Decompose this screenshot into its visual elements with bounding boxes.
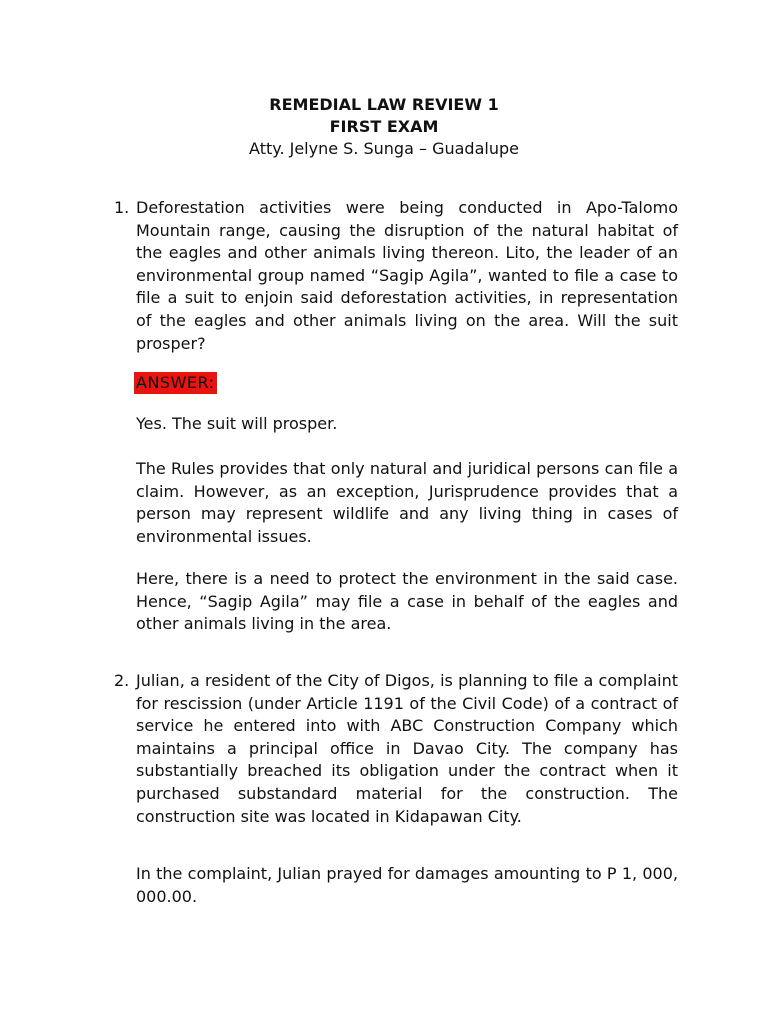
question-1	[114, 197, 678, 355]
question-2-number: 2.	[114, 671, 130, 690]
exam-subtitle: FIRST EXAM	[329, 117, 439, 136]
question-2-text: Julian, a resident of the City of Digos, is planning to file a complaint for rescission (under Article 1191 of the Civil Code) of a contract of service he entered into with ABC Construction Company which maintains a principal office in Davao City. The company has substantially breached its obligation under the contract when it purchased substandard material for the construction. The construction site was located in Kidapawan City.	[136, 671, 678, 826]
document-header	[0, 94, 768, 160]
exam-author: Atty. Jelyne S. Sunga – Guadalupe	[249, 139, 519, 158]
question-1-number: 1.	[114, 198, 130, 217]
question-1-text: Deforestation activities were being conducted in Apo-Talomo Mountain range, causing the disruption of the natural habitat of the eagles and other animals living thereon. Lito, the leader of an environmental group named “Sagip Agila”, wanted to file a case to file a suit to enjoin said deforestation activities, in representation of the eagles and other animals living on the area. Will the suit prosper?	[136, 198, 678, 353]
answer-1-paragraph-2: The Rules provides that only natural and juridical persons can file a claim. However, as an exception, Jurisprudence provides that a person may represent wildlife and any living thing in cases of environmental issues.	[136, 459, 678, 546]
answer-label: ANSWER:	[136, 373, 215, 392]
question-2-paragraph-2: In the complaint, Julian prayed for damages amounting to P 1, 000, 000.00.	[136, 864, 678, 906]
exam-title: REMEDIAL LAW REVIEW 1	[269, 95, 499, 114]
answer-1-paragraph-3: Here, there is a need to protect the environment in the said case. Hence, “Sagip Agila” may file a case in behalf of the eagles and other animals living in the area.	[136, 569, 678, 634]
question-2	[114, 670, 678, 828]
answer-1-paragraph-1: Yes. The suit will prosper.	[136, 414, 338, 433]
